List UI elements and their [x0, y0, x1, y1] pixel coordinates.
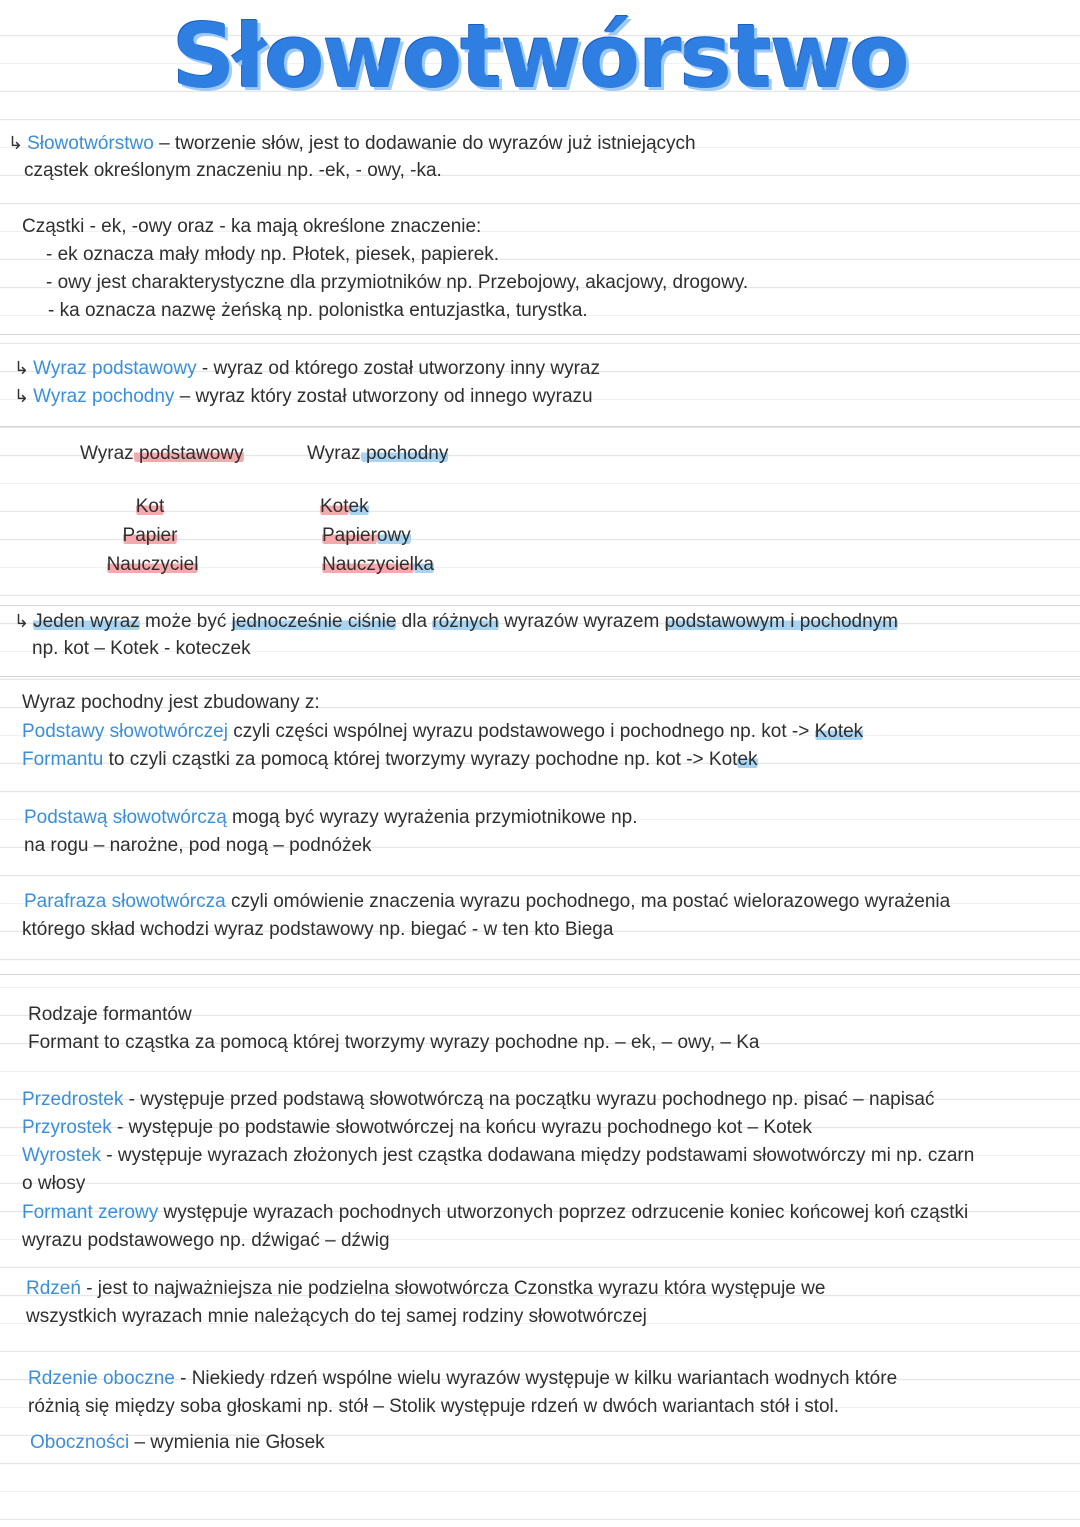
derived-suffix: ka: [413, 554, 434, 575]
parafraza-line: [24, 889, 950, 915]
przyrostek-line: [22, 1115, 812, 1141]
podstawa-example: na rogu – narożne, pod nogą – podnóżek: [24, 835, 372, 856]
derived-word: [322, 552, 434, 578]
header-word: Wyraz: [80, 443, 134, 464]
formant-text: - występuje wyrazach złożonych jest cząstka dodawana między podstawami słowotwórczy mi np. czarn: [101, 1145, 975, 1166]
particle-item: - owy jest charakterystyczne dla przymiotników np. Przebojowy, akacjowy, drogowy.: [46, 272, 749, 293]
formant-text: występuje wyrazach pochodnych utworzonych poprzez odrzucenie koniec końcowej koń cząstki: [158, 1202, 969, 1223]
derived-stem: Papier: [322, 525, 377, 546]
intro-line-2: cząstek określonym znaczeniu np. -ek, - owy, -ka.: [24, 160, 442, 181]
derived-suffix: owy: [376, 525, 411, 546]
rdzen-line-2: wszystkich wyrazach mnie należących do tej samej rodziny słowotwórczej: [26, 1306, 647, 1327]
oboczne-line: [28, 1366, 897, 1392]
przedrostek-line: [22, 1087, 935, 1113]
arrow-icon: ↳: [14, 386, 30, 406]
term-rdzen: Rdzeń: [26, 1278, 81, 1299]
header-highlight: pochodny: [360, 443, 449, 464]
term-wyrostek: Wyrostek: [22, 1145, 102, 1166]
derived-word: [322, 523, 411, 549]
divider: [0, 676, 1080, 677]
particle-item: - ka oznacza nazwę żeńską np. polonistka entuzjastka, turystka.: [48, 300, 588, 321]
term-parafraza: Parafraza słowotwórcza: [24, 891, 226, 912]
hl-roznych: różnych: [432, 611, 499, 632]
basic-word-text: Nauczyciel: [106, 554, 199, 575]
basic-word: [60, 523, 240, 549]
particle-item: - ek oznacza mały młody np. Płotek, piesek, papierek.: [46, 244, 500, 265]
basic-word-text: Papier: [122, 525, 178, 546]
table-header-basic: [80, 441, 244, 467]
jeden-example: np. kot – Kotek - koteczek: [32, 638, 251, 659]
parafraza-text: czyli omówienie znaczenia wyrazu pochodnego, ma postać wielorazowego wyrażenia: [225, 891, 951, 912]
zerowy-line: [22, 1200, 968, 1226]
arrow-icon: ↳: [8, 133, 24, 153]
def-derived-text: – wyraz który został utworzony od innego wyrazu: [174, 386, 593, 407]
header-word: Wyraz: [307, 443, 361, 464]
term-podstawa: Podstawą słowotwórczą: [24, 807, 227, 828]
term-podstawy: Podstawy słowotwórczej: [22, 721, 228, 742]
rodzaje-heading: Rodzaje formantów: [28, 1004, 192, 1025]
term-przedrostek: Przedrostek: [22, 1089, 124, 1110]
rdzen-text: - jest to najważniejsza nie podzielna słowotwórcza Czonstka wyrazu która występuje we: [80, 1278, 826, 1299]
term-slowotworstwo: Słowotwórstwo: [27, 133, 154, 154]
arrow-icon: ↳: [14, 358, 30, 378]
term-formantu: Formantu: [22, 749, 104, 770]
derived-stem: Kot: [320, 496, 349, 517]
hl-podstawowym: podstawowym i pochodnym: [664, 611, 898, 632]
hl-jeden: Jeden wyraz: [33, 611, 140, 632]
build-example: Kotek: [814, 721, 864, 742]
jeden-line: [14, 608, 898, 635]
table-header-derived: [307, 441, 448, 467]
arrow-icon: ↳: [14, 611, 30, 631]
term-rdzenie-oboczne: Rdzenie oboczne: [28, 1368, 175, 1389]
term-przyrostek: Przyrostek: [22, 1117, 112, 1138]
build-line-podstawa: [22, 719, 863, 745]
page-title: Słowotwórstwo: [172, 5, 908, 108]
header-highlight: podstawowy: [133, 443, 244, 464]
jeden-text: dla: [396, 611, 433, 632]
def-basic-text: - wyraz od którego został utworzony inny wyraz: [196, 358, 600, 379]
formant-text: - występuje przed podstawą słowotwórczą na początku wyrazu pochodnego np. pisać – napisać: [123, 1089, 935, 1110]
oboczne-line-2: różnią się między soba głoskami np. stół – Stolik występuje rdzeń w dwóch wariantach stół i stol.: [28, 1396, 840, 1417]
derived-stem: Nauczyciel: [322, 554, 414, 575]
build-heading: Wyraz pochodny jest zbudowany z:: [22, 692, 320, 713]
parafraza-line-2: którego skład wchodzi wyraz podstawowy np. biegać - w ten kto Biega: [22, 919, 614, 940]
derived-suffix: ek: [348, 496, 369, 517]
term-wyraz-podstawowy: Wyraz podstawowy: [33, 358, 197, 379]
intro-line: [8, 130, 696, 157]
term-formant-zerowy: Formant zerowy: [22, 1202, 159, 1223]
intro-def: – tworzenie słów, jest to dodawanie do wyrazów już istniejących: [153, 133, 696, 154]
basic-word: [60, 494, 240, 520]
derived-word: [320, 494, 369, 520]
term-obocznosci: Oboczności: [30, 1432, 130, 1453]
oboczne-text: - Niekiedy rdzeń wspólne wielu wyrazów występuje w kilku wariantach wodnych które: [174, 1368, 898, 1389]
hl-jednoczesnie: jednocześnie ciśnie: [231, 611, 397, 632]
basic-word: [60, 552, 245, 578]
wyrostek-line: [22, 1143, 974, 1169]
build-example-suffix: ek: [737, 749, 758, 770]
divider: [0, 426, 1080, 427]
particles-heading: Cząstki - ek, -owy oraz - ka mają określone znaczenie:: [22, 216, 482, 237]
zerowy-line-2: wyrazu podstawowego np. dźwigać – dźwig: [22, 1230, 390, 1251]
formant-text: - występuje po podstawie słowotwórczej na końcu wyrazu pochodnego kot – Kotek: [111, 1117, 812, 1138]
divider: [0, 605, 1080, 606]
divider: [0, 974, 1080, 975]
def-basic: [14, 355, 600, 382]
basic-word-text: Kot: [135, 496, 165, 517]
build-example: Kot: [708, 749, 738, 770]
obocznosci-text: – wymienia nie Głosek: [129, 1432, 325, 1453]
build-line-formant: [22, 747, 758, 773]
def-derived: [14, 383, 593, 410]
rdzen-line: [26, 1276, 825, 1302]
jeden-text: wyrazów wyrazem: [498, 611, 665, 632]
build-text: czyli części wspólnej wyrazu podstawowego i pochodnego np. kot ->: [227, 721, 815, 742]
jeden-text: może być: [139, 611, 232, 632]
rodzaje-text: Formant to cząstka za pomocą której tworzymy wyrazy pochodne np. – ek, – owy, – Ka: [28, 1032, 760, 1053]
obocznosci-line: [30, 1430, 325, 1456]
build-text: to czyli cząstki za pomocą której tworzymy wyrazy pochodne np. kot ->: [103, 749, 709, 770]
wyrostek-line-2: o włosy: [22, 1173, 86, 1194]
term-wyraz-pochodny: Wyraz pochodny: [33, 386, 175, 407]
podstawa-text: mogą być wyrazy wyrażenia przymiotnikowe np.: [226, 807, 638, 828]
podstawa-line: [24, 805, 638, 831]
divider: [0, 334, 1080, 335]
